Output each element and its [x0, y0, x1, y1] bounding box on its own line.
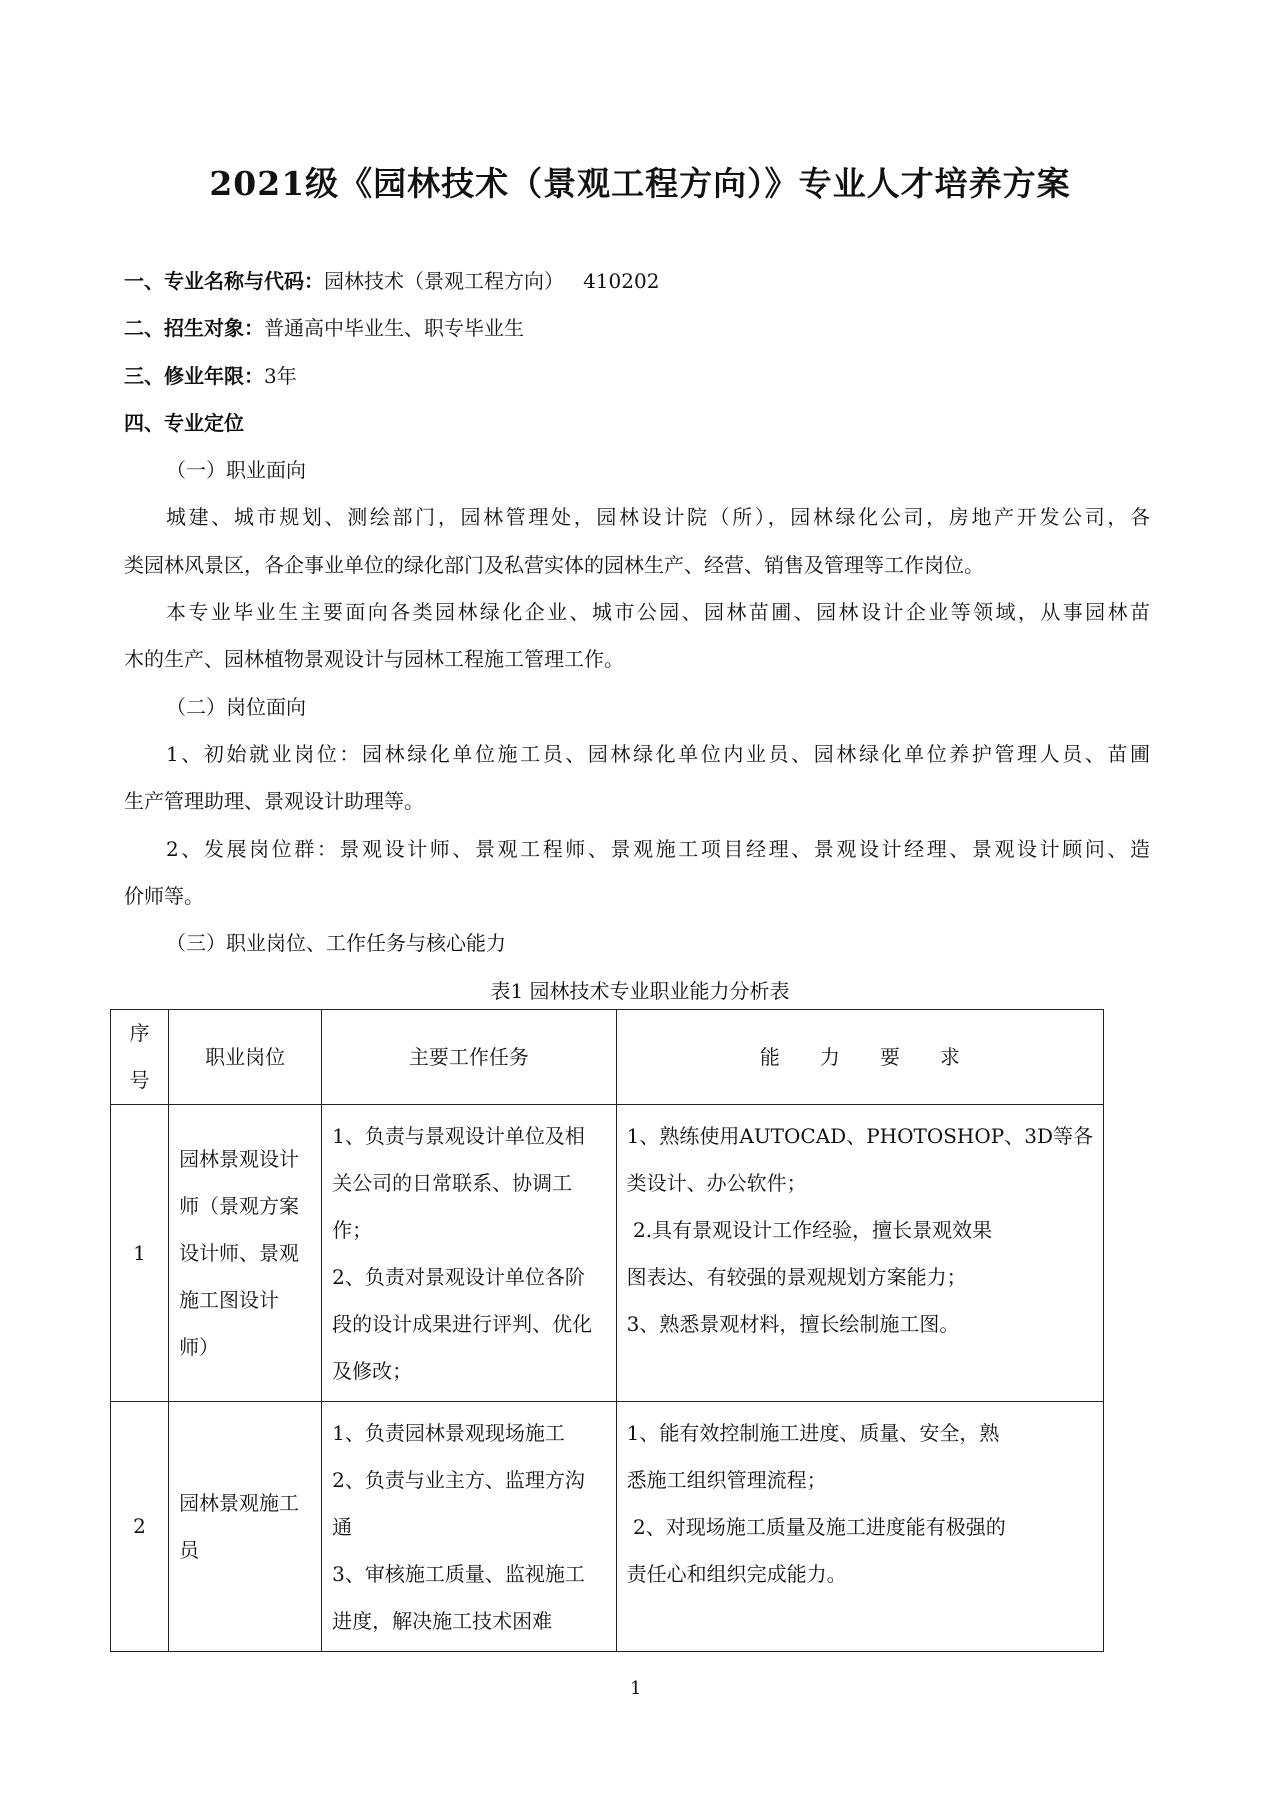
cell-line: 及修改；: [332, 1359, 413, 1383]
table-caption: 表1 园林技术专业职业能力分析表: [490, 979, 790, 1003]
document-title: 2021级《园林技术（景观工程方向）》专业人才培养方案: [209, 164, 1071, 203]
section-value: 园林技术（景观工程方向） 410202: [324, 269, 660, 293]
paragraph-line: 1、初始就业岗位：园林绿化单位施工员、园林绿化单位内业员、园林绿化单位养护管理人员、苗圃: [166, 741, 1150, 766]
cell-line: 段的设计成果进行评判、优化: [332, 1312, 593, 1336]
cell-line: 3、审核施工质量、监视施工: [332, 1562, 585, 1586]
cell-line: 2、负责与业主方、监理方沟: [332, 1468, 585, 1492]
page-number: 1: [630, 1678, 642, 1699]
section-value: 普通高中毕业生、职专毕业生: [264, 316, 524, 341]
cell-line: 1、能有效控制施工进度、质量、安全，熟: [626, 1421, 1000, 1445]
cell-line: 悉施工组织管理流程；: [626, 1468, 827, 1492]
cell-line: 进度，解决施工技术困难: [332, 1609, 553, 1633]
cell-line: 2、对现场施工质量及施工进度能有极强的: [626, 1515, 1006, 1539]
subsection-3: （三）职业岗位、工作任务与核心能力: [166, 931, 506, 956]
cell-post: [169, 1402, 322, 1652]
table-header-row: [111, 1010, 1104, 1105]
cell-line: 作；: [332, 1218, 373, 1242]
cell-tasks: [322, 1402, 617, 1652]
cell-line: 师）: [179, 1334, 220, 1359]
cell-line: 3、熟悉景观材料，擅长绘制施工图。: [626, 1312, 960, 1336]
cell-line: 施工图设计: [179, 1287, 280, 1312]
header-no: 序号: [111, 1010, 169, 1105]
section-3: [124, 353, 1150, 400]
section-label: 一、专业名称与代码：: [124, 269, 324, 293]
section-label: 三、修业年限：: [124, 363, 264, 388]
paragraph-line: 2、发展岗位群：景观设计师、景观工程师、景观施工项目经理、景观设计经理、景观设计顾问、造: [166, 836, 1150, 861]
section-label: 二、招生对象：: [124, 316, 264, 341]
cell-tasks: [322, 1105, 617, 1402]
subsection-1: （一）职业面向: [166, 458, 306, 483]
cell-line: 关公司的日常联系、协调工: [332, 1171, 573, 1195]
cell-line: 类设计、办公软件；: [626, 1171, 807, 1195]
cell-abilities: [616, 1105, 1103, 1402]
paragraph-line: 本专业毕业生主要面向各类园林绿化企业、城市公园、园林苗圃、园林设计企业等领域，从事园林苗: [166, 600, 1150, 625]
cell-post: [169, 1105, 322, 1402]
cell-line: 1、负责与景观设计单位及相: [332, 1124, 585, 1148]
paragraph-line: 类园林风景区，各企事业单位的绿化部门及私营实体的园林生产、经营、销售及管理等工作岗位。: [124, 552, 984, 577]
section-label: 四、专业定位: [124, 410, 244, 435]
cell-line: 1、熟练使用AUTOCAD、PHOTOSHOP、3D等各: [626, 1124, 1093, 1148]
table-row: [111, 1105, 1104, 1402]
paragraph: [124, 826, 1150, 921]
paragraph-line: 木的生产、园林植物景观设计与园林工程施工管理工作。: [124, 647, 624, 672]
header-abilities: 能 力 要 求: [616, 1010, 1103, 1105]
subsection-2: （二）岗位面向: [166, 694, 306, 719]
section-value: 3年: [264, 363, 297, 388]
cell-line: 图表达、有较强的景观规划方案能力；: [626, 1265, 967, 1289]
cell-line: 2.具有景观设计工作经验，擅长景观效果: [626, 1218, 993, 1242]
paragraph: [124, 731, 1150, 826]
cell-line: 通: [332, 1515, 353, 1539]
paragraph-line: 价师等。: [124, 883, 204, 908]
paragraph: [124, 494, 1150, 589]
section-1: [124, 258, 1150, 305]
header-tasks: 主要工作任务: [322, 1010, 617, 1105]
cell-line: 责任心和组织完成能力。: [626, 1562, 847, 1586]
cell-line: 1、负责园林景观现场施工: [332, 1421, 565, 1445]
cell-no: 1: [111, 1105, 169, 1402]
paragraph: [124, 589, 1150, 684]
paragraph-line: 城建、城市规划、测绘部门，园林管理处，园林设计院（所），园林绿化公司，房地产开发公司，各: [166, 505, 1150, 530]
header-post: 职业岗位: [169, 1010, 322, 1105]
document-body: [124, 258, 1150, 967]
cell-line: 员: [179, 1537, 200, 1562]
table-row: [111, 1402, 1104, 1652]
cell-line: 园林景观设计: [179, 1146, 300, 1171]
section-2: [124, 305, 1150, 352]
cell-no: 2: [111, 1402, 169, 1652]
cell-abilities: [616, 1402, 1103, 1652]
cell-line: 园林景观施工: [179, 1490, 300, 1515]
paragraph-line: 生产管理助理、景观设计助理等。: [124, 789, 424, 814]
cell-line: 师（景观方案: [179, 1193, 300, 1218]
ability-table: [110, 1009, 1104, 1652]
section-4: [124, 400, 1150, 447]
cell-line: 2、负责对景观设计单位各阶: [332, 1265, 585, 1289]
cell-line: 设计师、景观: [179, 1240, 300, 1265]
